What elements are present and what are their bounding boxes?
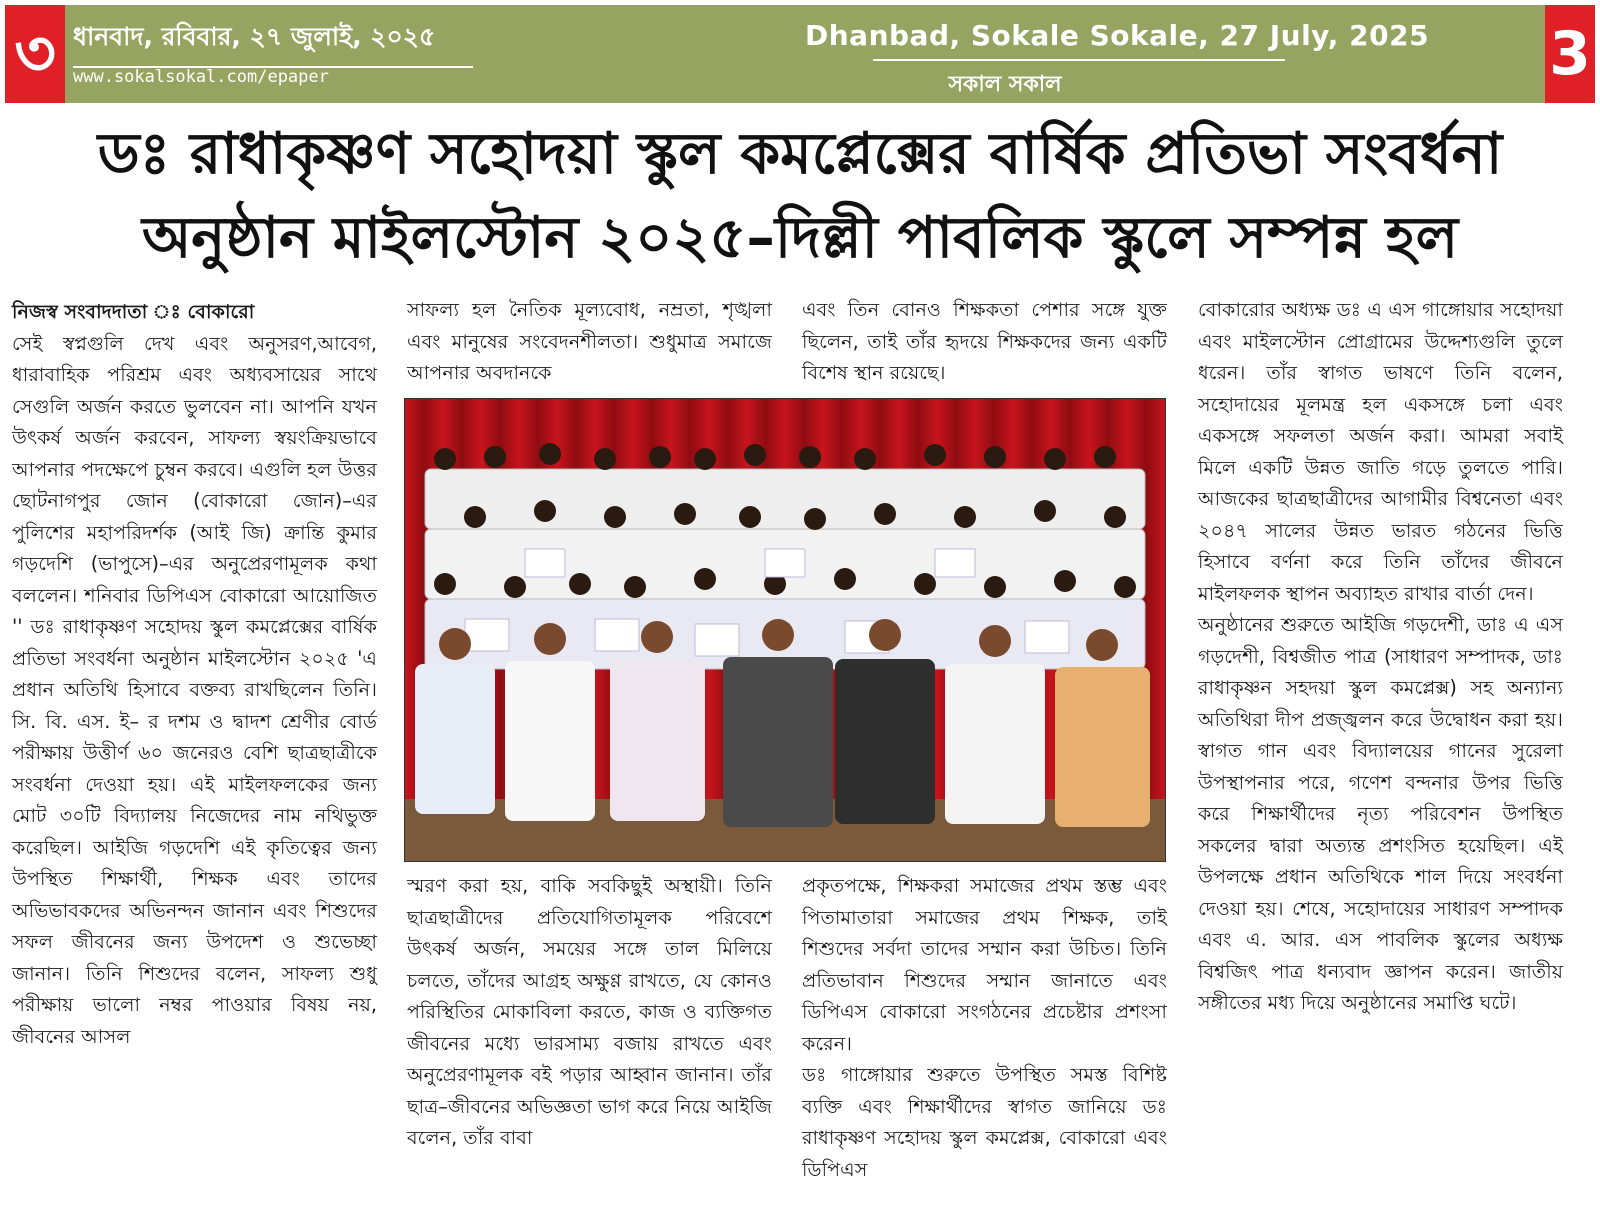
paper-name: সকাল সকাল	[948, 72, 1062, 97]
article-column-3-bottom	[802, 870, 1167, 1185]
headline	[0, 112, 1600, 280]
article-column-3-top	[802, 294, 1167, 389]
column-3-bottom-text-2: ডঃ গাঙ্গোয়ার শুরুতে উপস্থিত সমস্ত বিশিষ্ট ব্যক্তি এবং শিক্ষার্থীদের স্বাগত জানিয়ে ডঃ রাধাকৃষ্ণণ সহোদয় স্কুল কমপ্লেক্স, বোকারো এবং ডিপিএস	[802, 1063, 1167, 1181]
page-number: 3	[1545, 5, 1595, 103]
headline-line-2: অনুষ্ঠান মাইলস্টোন ২০২৫–দিল্লী পাবলিক স্কুলে সম্পন্ন হল	[141, 205, 1459, 271]
group-photo	[404, 398, 1166, 862]
byline: নিজস্ব সংবাদদাতা ঃ বোকারো	[12, 300, 255, 323]
headline-line-1: ডঃ রাধাকৃষ্ণণ সহোদয়া স্কুল কমপ্লেক্সের বার্ষিক প্রতিভা সংবর্ধনা	[97, 121, 1503, 187]
english-dateline: Dhanbad, Sokale Sokale, 27 July, 2025	[805, 19, 1430, 52]
bengali-dateline: ধানবাদ, রবিবার, ২৭ জুলাই, ২০২৫	[73, 17, 473, 68]
masthead-rule	[873, 59, 1285, 61]
article-column-4	[1198, 294, 1563, 1019]
article-column-2-bottom	[407, 870, 772, 1154]
column-2-bottom-text: স্মরণ করা হয়, বাকি সবকিছুই অস্থায়ী। তিনি ছাত্রছাত্রীদের প্রতিযোগিতামূলক পরিবেশে উৎকর্ষ অর্জন, সময়ের সঙ্গে তাল মিলিয়ে চলতে, তাঁদের আগ্রহ অক্ষুণ্ণ রাখতে, যে কোনও পরিস্থিতির মোকাবিলা করতে, কাজ ও ব্যক্তিগত জীবনের মধ্যে ভারসাম্য বজায় রাখতে এবং অনুপ্রেরণামূলক বই পড়ার আহ্বান জানান। তাঁর ছাত্র–জীবনের অভিজ্ঞতা ভাগ করে নিয়ে আইজি বলেন, তাঁর বাবা	[407, 874, 772, 1149]
column-1-text: সেই স্বপ্নগুলি দেখ এবং অনুসরণ,আবেগ, ধারাবাহিক পরিশ্রম এবং অধ্যবসায়ের সাথে সেগুলি অর্জন করতে ভুলবেন না। আপনি যখন উৎকর্ষ অর্জন করবেন, সাফল্য স্বয়ংক্রিয়ভাবে আপনার পদক্ষেপে চুম্বন করবে। এগুলি হল উত্তর ছোটনাগপুর জোন (বোকারো জোন)–এর পুলিশের মহাপরিদর্শক (আই জি) ক্রান্তি কুমার গড়দেশি (ভাপুসে)–এর অনুপ্রেরণামূলক কথা বললেন। শনিবার ডিপিএস বোকারো আয়োজিত '' ডঃ রাধাকৃষ্ণণ সহোদয় স্কুল কমপ্লেক্সের বার্ষিক প্রতিভা সংবর্ধনা অনুষ্ঠান মাইলস্টোন ২০২৫ 'এ প্রধান অতিথি হিসাবে বক্তব্য রাখছিলেন তিনি। সি. বি. এস. ই– র দশম ও দ্বাদশ শ্রেণীর বোর্ড পরীক্ষায় উত্তীর্ণ ৬০ জনেরও বেশি ছাত্রছাত্রীকে সংবর্ধনা দেওয়া হয়। এই মাইলফলকের জন্য মোট ৩০টি বিদ্যালয় নিজেদের নাম নথিভুক্ত করেছিল। আইজি গড়দেশি এই কৃতিত্বের জন্য উপস্থিত শিক্ষার্থী, শিক্ষক এবং তাদের অভিভাবকদের অভিনন্দন জানান এবং শিশুদের সফল জীবনের জন্য উপদেশ ও শুভেচ্ছা জানান। তিনি শিশুদের বলেন, সাফল্য শুধু পরীক্ষায় ভালো নম্বর পাওয়ার বিষয় নয়, জীবনের আসল	[12, 331, 377, 1048]
column-2-top-text: সাফল্য হল নৈতিক মূল্যবোধ, নম্রতা, শৃঙ্খলা এবং মানুষের সংবেদনশীলতা। শুধুমাত্র সমাজে আপনার অবদানকে	[407, 298, 772, 384]
page-logo: ৩	[5, 5, 65, 103]
epaper-url[interactable]: www.sokalsokal.com/epaper	[73, 67, 329, 87]
column-3-bottom-text-1: প্রকৃতপক্ষে, শিক্ষকরা সমাজের প্রথম স্তম্ভ এবং পিতামাতারা সমাজের প্রথম শিক্ষক, তাই শিশুদের সর্বদা তাদের সম্মান করা উচিত। তিনি প্রতিভাবান শিশুদের সম্মান জানাতে এবং ডিপিএস বোকারো সংগঠনের প্রচেষ্টার প্রশংসা করেন।	[802, 874, 1167, 1055]
column-4-text-1: বোকারোর অধ্যক্ষ ডঃ এ এস গাঙ্গোয়ার সহোদয়া এবং মাইলস্টোন প্রোগ্রামের উদ্দেশ্যগুলি তুলে ধরেন। তাঁর স্বাগত ভাষণে তিনি বলেন, সহোদায়ের মূলমন্ত্র হল একসঙ্গে চলা এবং একসঙ্গে সফলতা অর্জন করা। আমরা সবাই মিলে একটি উন্নত জাতি গড়ে তুলতে পারি। আজকের ছাত্রছাত্রীদের আগামীর বিশ্বনেতা এবং ২০৪৭ সালের উন্নত ভারত গঠনের ভিত্তি হিসাবে বর্ণনা করে তিনি তাঁদের জীবনে মাইলফলক স্থাপন অব্যাহত রাখার বার্তা দেন।	[1198, 298, 1563, 605]
column-3-top-text: এবং তিন বোনও শিক্ষকতা পেশার সঙ্গে যুক্ত ছিলেন, তাই তাঁর হৃদয়ে শিক্ষকদের জন্য একটি বিশেষ স্থান রয়েছে।	[802, 298, 1167, 384]
masthead	[5, 5, 1595, 103]
article-column-2-top	[407, 294, 772, 389]
group-photo-illustration	[405, 399, 1165, 861]
article-column-1	[12, 296, 377, 1052]
column-4-text-2: অনুষ্ঠানের শুরুতে আইজি গড়দেশী, ডাঃ এ এস গড়দেশী, বিশ্বজীত পাত্র (সাধারণ সম্পাদক, ডাঃ রাধাকৃষ্ণন সহদয়া স্কুল কমপ্লেক্স) সহ অন্যান্য অতিথিরা দীপ প্রজ্জ্বলন করে উদ্বোধন করা হয়। স্বাগত গান এবং বিদ্যালয়ের গানের সুরেলা উপস্থাপনার পরে, গণেশ বন্দনার উপর ভিত্তি করে শিক্ষার্থীদের নৃত্য পরিবেশন উপস্থিত সকলের দ্বারা অত্যন্ত প্রশংসিত হয়েছিল। এই উপলক্ষে প্রধান অতিথিকে শাল দিয়ে সংবর্ধনা দেওয়া হয়। শেষে, সহোদায়ের সাধারণ সম্পাদক এবং এ. আর. এস পাবলিক স্কুলের অধ্যক্ষ বিশ্বজিৎ পাত্র ধন্যবাদ জ্ঞাপন করেন। জাতীয় সঙ্গীতের মধ্য দিয়ে অনুষ্ঠানের সমাপ্তি ঘটে।	[1198, 613, 1563, 1014]
